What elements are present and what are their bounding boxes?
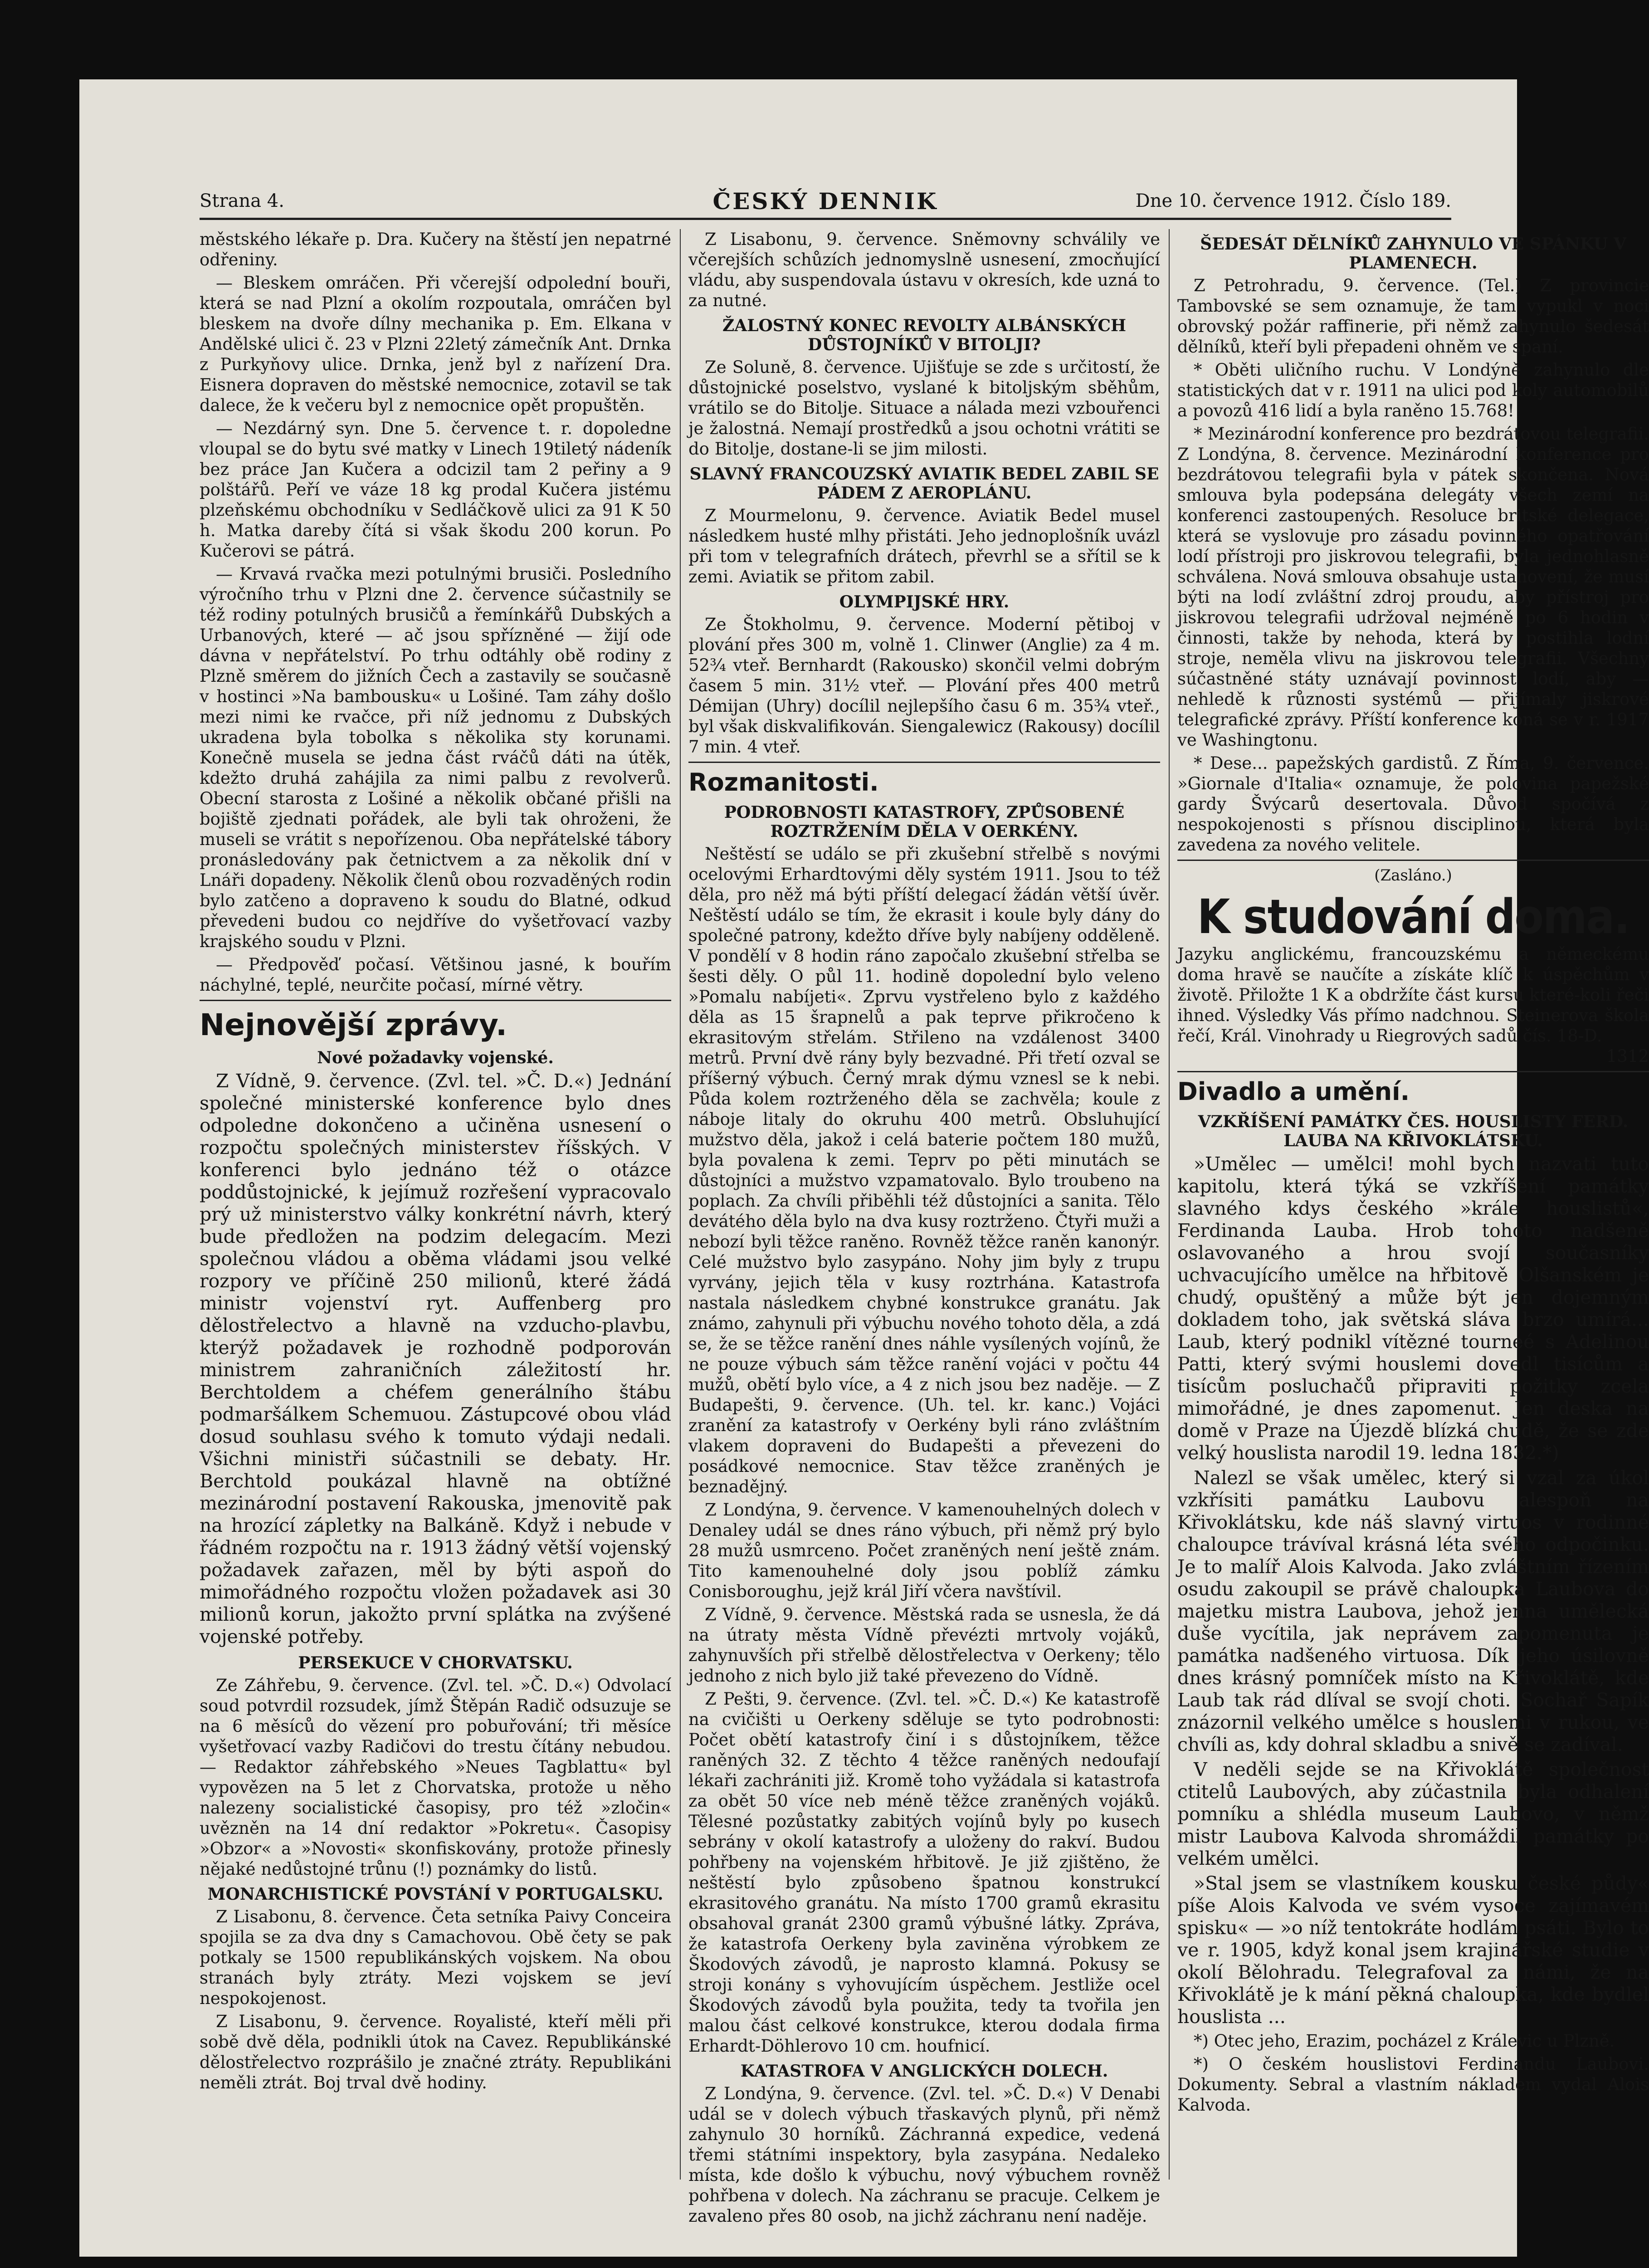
article-headline: KATASTROFA V ANGLICKÝCH DOLECH. (740, 2062, 1108, 2081)
section-divider (688, 762, 1160, 763)
column-right (1177, 229, 1649, 2180)
article-paragraph: Ze Soluně, 8. července. Ujišťuje se zde s určitostí, že důstojnické poselstvo, vyslané k bitoljským sběhům, vrátilo se do Bitolje. Situace a nálada mezi vzbouřenci je žalostná. Nemají prostředků a jsou ochotni vrátiti se do Bitolje, dostane-li se jim milosti. (688, 357, 1160, 459)
newspaper-page (79, 79, 1649, 2257)
article-paragraph: Neštěstí se událo se při zkušební střelbě s novými ocelovými Erhardtovými děly systém 1911. Jsou to též děla, pro něž má býti příští delegací žádán větší úvěr. Neštěstí událo se tím, že ekrasit i koule byly dány do společné patrony, kdežto dříve byly nabíjeny odděleně. V pondělí v 8 hodin ráno započalo zkušební střelba se šesti děly. O půl 11. hodině dopolední bylo veleno »Pomalu nabíjeti«. Zprvu vystřeleno bylo z každého děla as 15 šrapnelů a pak teprve přikročeno k ekrasitovým střelám. Střileno na vzdálenost 3400 metrů. První dvě rány byly bezvadné. Při třetí ozval se příšerný výbuch. Černý mrak dýmu vznesl se k nebi. Půda kolem roztrženého děla se zachvěla; koule z náboje litaly do okruhu 400 metrů. Obsluhující mužstvo děla, jakož i celá baterie počtem 180 mužů, byla povalena k zemi. Teprv po pěti minutách se důstojníci a mužstvo vzpamatovalo. Bylo troubeno na poplach. Za chvíli přiběhli též důstojníci a sanita. Tělo devátého děla bylo na dva kusy roztrženo. Čtyři muži a nebozí byli těžce raněno. Rovněž těžce raněn kanonýr. Celé mužstvo bylo zasypáno. Nohy jim byly z trupu vyrvány, jejich těla v kusy roztrhána. Katastrofa nastala následkem chybné konstrukce granátu. Jak známo, zahynuli při výbuchu nového tohoto děla, a zdá se, že se těžce ranění dnes náhle vysílených vojínů, že ne pouze výbuch sám těžce ranění vojáci v počtu 44 mužů, obětí bylo více, a 4 z nich jsou bez naděje. — Z Budapešti, 9. července. (Uh. tel. kr. kanc.) Vojáci zranění za katastrofy v Oerkény byli ráno zvláštním vlakem dopraveni do Budapešti a převezeni do posádkové nemocnice. Stav těžce zraněných je beznadějný. (688, 844, 1160, 1496)
article-paragraph: * Dese... papežských gardistů. Z Říma, 9. července. »Giornale d'Italia« oznamuje, že polovina papežské gardy Švýcarů desertovala. Důvod spočívá z nespokojenosti s přísnou disciplinou, která byla zavedena za nového velitele. (1177, 753, 1649, 855)
ad-body: Jazyku anglickému, francouzskému a německému doma hravě se naučíte a získáte klíč k úspěchům v životě. Přiložte 1 K a obdržíte část kursu které-koli řeči ihned. Výsledky Vás přímo nadchnou. Steinerova škola řečí, Král. Vinohrady u Riegrových sadů čís. 18-D. (1177, 944, 1649, 1046)
column-left (200, 229, 671, 2180)
section-title: Nejnovější zprávy. (200, 1007, 507, 1042)
weather-forecast: — Předpověď počasí. Většinou jasné, k bouřím náchylné, teplé, neurčite počasí, mírné větry. (200, 955, 671, 995)
section-title: Rozmanitosti. (688, 768, 879, 797)
article-paragraph: — Krvavá rvačka mezi potulnými brusiči. Posledního výročního trhu v Plzni dne 2. července súčastnily se též rodiny potulných brusičů a řemínkářů Dubských a Urbanových, které — ač jsou spřízněné — žijí ode dávna v nepřátelství. Po trhu odtáhly obě rodiny z Plzně směrem do jižních Čech a zastavily se současně v hostinci »Na bambousku« u Lošiné. Tam záhy došlo mezi nimi ke rvačce, při níž jednomu z Dubských ukradena byla tobolka s několika sty korunami. Konečně musela se jedna část rváčů dáti na útěk, kdežto druhá zahájila za nimi palbu z revolverů. Obecní starosta z Lošiné a několik občané přišli na bojiště zjednati pořádek, ale byli tak ohroženi, že museli se vrátit s nepořízenou. Oba nepřátelské tábory pronásledovány pak četnictvem a za několik dní v Lnáři dopadeny. Několik členů obou rozvaděných rodin bylo zatčeno a dopraveno k soudu do Blatné, odkud převedeni budou co nejdříve do vyšetřovací vazby krajského soudu v Plzni. (200, 564, 671, 951)
column-middle (688, 229, 1160, 2226)
column-rule (1169, 229, 1170, 2180)
article-headline: OLYMPIJSKÉ HRY. (839, 592, 1010, 611)
article-headline: ŠEDESÁT DĚLNÍKŮ ZAHYNULO VE SPÁNKU V PLAMENECH. (1200, 235, 1626, 273)
article-paragraph: Z Lisabonu, 8. července. Četa setníka Paivy Conceira spojila se za dva dny s Camachovou. Obě čety se pak potkaly se 1500 republikánských vojskem. Na obou stranách byly ztráty. Mezi vojskem se jeví nespokojenost. (200, 1907, 671, 2008)
article-paragraph: — Bleskem omráčen. Při včerejší odpolední bouři, která se nad Plzní a okolím rozpoutala, omráčen byl bleskem na dvoře dílny mechanika p. Em. Elkana v Andělské ulici č. 23 v Plzni 22letý zámečník Ant. Drnka z Purkyňovy ulice. Drnka, jenž byl z nařízení Dra. Eisnera dopraven do městské nemocnice, zotavil se tak dalece, že k večeru byl z nemocnice opět propuštěn. (200, 273, 671, 415)
article-headline: VZKŘÍŠENÍ PAMÁTKY ČES. HOUSLISTY FERD. LAUBA NA KŘIVOKLÁTSKU. (1198, 1112, 1629, 1150)
page-number: Strana 4. (200, 191, 284, 211)
article-paragraph: »Stal jsem se vlastníkem kousku české půdy« píše Alois Kalvoda ve svém vysoce zajímavém spisku« — »o níž tentokráte hodlám psáti. Bylo to ve r. 1905, když konal jsem krajinářské studie v okolí Bělohradu. Telegrafoval za námi, že na Křivoklátě je k mání pěkná chaloupka, kde bydlel houslista ... (1177, 1872, 1649, 2028)
article-headline: PERSEKUCE V CHORVATSKU. (298, 1653, 573, 1672)
article-paragraph: Z Londýna, 9. července. (Zvl. tel. »Č. D.«) V Denabi udál se v dolech výbuch třaskavých plynů, při němž zahynulo 30 horníků. Záchranná expedice, vedená třemi státními inspektory, byla zasypána. Nedaleko místa, kde došlo k výbuchu, nový výbuchem rovněž pohřbena v dolech. Na záchranu se pracuje. Celkem je zavaleno přes 80 osob, na jichž záchranu není naděje. (688, 2084, 1160, 2226)
footnote: *) O českém houslistovi Ferdinandu Laubovi. Dokumenty. Sebral a vlastním nákladem vydal Alois Kalvoda. (1177, 2054, 1649, 2115)
issue-date: Dne 10. července 1912. Číslo 189. (1135, 191, 1451, 211)
ad-label: (Zasláno.) (1374, 866, 1452, 885)
article-paragraph: Z Londýna, 9. července. V kamenouhelných dolech v Denaley udál se dnes ráno výbuch, při němž prý bylo 28 mužů usmrceno. Počet zraněných není ještě znám. Tito kamenouhelné doly jsou poblíž zámku Conisboroughu, jejž král Jiří včera navštívil. (688, 1500, 1160, 1601)
article-paragraph: Ze Záhřebu, 9. července. (Zvl. tel. »Č. D.«) Odvolací soud potvrdil rozsudek, jímž Štěpán Radič odsuzuje se na 6 měsíců do vězení pro pobuřování; tři měsíce vyšetřovací vazby Radičovi do trestu čítány nebudou. — Redaktor záhřebského »Neues Tagblattu« byl vypovězen na 5 let z Chorvatska, protože u něho nalezeny socialistické časopisy, pro též »zločin« uvězněn na 14 dní redaktor »Pokretu«. Časopisy »Obzor« a »Novosti« skonfiskovány, protože přinesly nějaké nedůstojné trůnu (!) poznámky do listů. (200, 1676, 671, 1879)
article-paragraph: městského lékaře p. Dra. Kučery na štěstí jen nepatrné odřeniny. (200, 230, 671, 269)
article-headline: MONARCHISTICKÉ POVSTÁNÍ V PORTUGALSKU. (207, 1885, 664, 1904)
article-paragraph: Z Mourmelonu, 9. července. Aviatik Bedel musel následkem husté mlhy přistáti. Jeho jednoplošník uvázl při tom v telegrafních drátech, převrhl se a sřítil se k zemi. Aviatik se přitom zabil. (688, 506, 1160, 587)
article-headline: SLAVNÝ FRANCOUZSKÝ AVIATIK BEDEL ZABIL SE PÁDEM Z AEROPLÁNU. (689, 464, 1159, 503)
article-paragraph: V neděli sejde se na Křivoklátě společnost ctitelů Laubových, aby zúčastnila byla odhalení pomníku a shlédla museum Laubovo, v němž mistr Laubova Kalvoda shromáždil památky po velkém umělci. (1177, 1759, 1649, 1869)
page-header (200, 181, 1451, 220)
article-paragraph: Z Lisabonu, 9. července. Royalisté, kteří měli při sobě dvě děla, podnikli útok na Cavez. Republikánské dělostřelectvo rozprášilo je značné ztráty. Republikáni neměli ztrát. Boj trval dvě hodiny. (200, 2012, 671, 2092)
article-paragraph: Z Lisabonu, 9. července. Sněmovny schválily ve včerejších schůzích jednomyslně usnesení, zmocňující vládu, aby suspendovala ústavu v okresích, kde uzná to za nutné. (688, 230, 1160, 310)
article-paragraph: »Umělec — umělci! mohl bych nazvati tuto kapitolu, která týká se vzkříšení památky slavného kdys českého »krále houslistů«, Ferdinanda Lauba. Hrob tohoto nadšeně oslavovaného a hrou svojí současníky uchvacujícího umělce na hřbitově Olšanském je chudý, opuštěný a může být jen dojemným dokladem toho, jak světská sláva brzo umírá... Laub, který podnikl vítězné tourneé s Adelinou Patti, který svými houslemi dovedl tisícům a tisícům posluchačů připraviti požitky zcela mimořádné, je dnes zapomenut. Jen deska na domě v Praze na Újezdě blízká chudě, že se zde velký houslista narodil 19. ledna 1832.*) (1177, 1153, 1649, 1464)
advertisement (1177, 865, 1649, 1066)
article-paragraph: Ze Štokholmu, 9. července. Moderní pětiboj v plování přes 300 m, volně 1. Clinwer (Anglie) za 4 m. 52¾ vteř. Bernhardt (Rakousko) skončil velmi dobrým časem 5 min. 31½ vteř. — Plování přes 400 metrů Démijan (Uhry) docílil nejlepšího času 6 m. 35¾ vteř., byl však diskvalifikován. Siengalewicz (Rakousy) docílil 7 min. 4 vteř. (688, 615, 1160, 757)
newspaper-title: ČESKÝ DENNIK (712, 188, 938, 215)
article-headline: PODROBNOSTI KATASTROFY, ZPŮSOBENÉ ROZTRŽENÍM DĚLA V OERKÉNY. (724, 803, 1125, 841)
article-paragraph: * Oběti uličního ruchu. V Londýně zahynulo dle statistických dat v r. 1911 na ulici pod koly automobilů a povozů 416 lidí a byla raněno 15.768! (1177, 360, 1649, 420)
section-divider (1177, 1071, 1649, 1072)
article-paragraph: Z Petrohradu, 9. července. (Tel.) Z provincie Tambovské se sem oznamuje, že tam vypukl v noci obrovský požár raffinerie, při němž zahynulo šedesát dělníků, kteří byli přepadeni ohněm ve spaní. (1177, 276, 1649, 357)
section-divider (1177, 860, 1649, 861)
section-title: Divadlo a umění. (1177, 1077, 1410, 1106)
footnote: *) Otec jeho, Erazim, pocházel z Králevic u Plzně. (1194, 2031, 1615, 2051)
column-rule (680, 229, 681, 2180)
ad-title: K studování doma. (1197, 889, 1629, 944)
article-headline: Nové požadavky vojenské. (317, 1048, 554, 1067)
article-headline: ŽALOSTNÝ KONEC REVOLTY ALBÁNSKÝCH DŮSTOJNÍKŮ V BITOLJI? (722, 316, 1126, 354)
article-paragraph: Nalezl se však umělec, který si vzal za úkol vzkřísiti památku Laubovu alespoň na Křivoklátsku, kde náš slavný virtuos v rodinné chaloupce trávíval krásná léta svého odpočinku. Je to malíř Alois Kalvoda. Jako zvláštním řízením osudu zakoupil se právě chaloupka Laubova do majetku mistra Laubova, jehož jenna umělecká duše vycítila, jak neprávem zapomenuta je památka nadšeného virtuosa. Dík jeho úsilovně dnes krásný pomníček místo na Křivoklátě, kde Laub tak rád dlíval se svojí choti. Sochař Sapík znázornil velkého umělce s houslemi v rukou, ve chvíli as, kdy dohral skladbu a snivě se zadíval. (1177, 1467, 1649, 1755)
section-divider (200, 1000, 671, 1001)
article-paragraph: — Nezdárný syn. Dne 5. července t. r. dopoledne vloupal se do bytu své matky v Linech 19tiletý nádeník bez práce Jan Kučera a odcizil tam 2 peřiny a 9 polštářů. Peří ve váze 18 kg prodal Kučera jistému plzeňskému obchodníku v Sedláčkově ulici za 91 K 50 h. Matka dareby čítá si však škodu 200 korun. Po Kučerovi se pátrá. (200, 419, 671, 561)
article-paragraph: Z Pešti, 9. července. (Zvl. tel. »Č. D.«) Ke katastrofě na cvičišti u Oerkeny sděluje se tyto podrobnosti: Počet obětí katastrofy činí i s důstojníkem, těžce raněných 32. Z těchto 4 těžce raněných nedoufají lékaři zachrániti již. Kromě toho vyžádala si katastrofa za obět 50 více neb méně těžce zraněných vojáků. Tělesné pozůstatky zabitých vojínů byly po kusech sebrány v okolí katastrofy a uloženy do rakví. Budou pohřbeny na vojenském hřbitově. Je již zjištěno, že neštěstí bylo způsobeno špatnou konstrukcí ekrasitového granátu. Na místo 1700 gramů ekrasitu obsahoval granát 2300 gramů výbušné látky. Zpráva, že katastrofa Oerkeny byla zaviněna výrobkem ze Škodových závodů, je naprosto klamná. Pokusy se stroji konány s vyhovujícím úspěchem. Jestliže ocel Škodových závodů byla použita, tedy ta tvořila jen malou část celkové konstrukce, kterou dodala firma Erhardt-Döhlerovo 10 cm. houfnicí. (688, 1689, 1160, 2056)
article-paragraph: * Mezinárodní konference pro bezdrátovou telegrafii. Z Londýna, 8. července. Mezinárodní konference pro bezdrátovou telegrafii byla v pátek skončena. Nová smlouva byla podepsána delegáty všech zemí na konferenci zastoupených. Resoluce britské delegace, která se vyslovuje pro zásadu povinného opatřování lodí přístroji pro jiskrovou telegrafii, byla jednohlasně schválena. Nová smlouva obsahuje ustanovení, že musí býti na lodí zvláštní zdroj proudu, aby přístroj pro jiskrovou telegrafii udržoval nejméně po 6 hodin v činnosti, takže by nehoda, která by postihla lodní stroje, neměla vlivu na jiskrovou telegrafii. Všechny súčastněné státy uznávají povinnost lodí, aby — nehledě k různosti systémů — přijímaly jiskrové telegrafické zprávy. Příští konference koná se v r. 1917 ve Washingtonu. (1177, 424, 1649, 750)
article-paragraph: Z Vídně, 9. července. (Zvl. tel. »Č. D.«) Jednání společné ministerské konference bylo dnes odpoledne dokončeno a učiněna usnesení o rozpočtu společných ministerstev říšských. V konferenci bylo jednáno též o otázce poddůstojnické, k jejímuž rozřešení vypracovalo prý už ministerstvo války konkrétní návrh, který bude předložen na podzim delegacím. Mezi společnou vládou a oběma vládami jsou velké rozpory ve příčině 250 milionů, které žádá ministr vojenství ryt. Auffenberg pro dělostřelectvo a hlavně na vzducho-plavbu, kterýž požadavek je rozhodně podporován ministrem zahraničních záležitostí hr. Berchtoldem a chéfem generálního štábu podmaršálkem Schemuou. Zástupcové obou vlád dosud souhlasu svého k tomuto výdaji nedali. Všichni ministři súčastnili se debaty. Hr. Berchtold poukázal hlavně na obtížné mezinárodní postavení Rakouska, jmenovitě pak na hrozící zápletky na Balkáně. Když i nebude v řádném rozpočtu na r. 1913 žádný větší vojenský požadavek zařazen, měl by býti aspoň do mimořádného rozpočtu vložen požadavek asi 30 milionů korun, jakožto první splátka na zvýšené vojenské potřeby. (200, 1070, 671, 1647)
ad-number: 1312 (1606, 1046, 1649, 1066)
article-paragraph: Z Vídně, 9. července. Městská rada se usnesla, že dá na útraty města Vídně převézti mrtvoly vojáků, zahynuvších při střelbě dělostřelectva v Oerkeny; tělo jednoho z nich bylo již také převezeno do Vídně. (688, 1605, 1160, 1686)
